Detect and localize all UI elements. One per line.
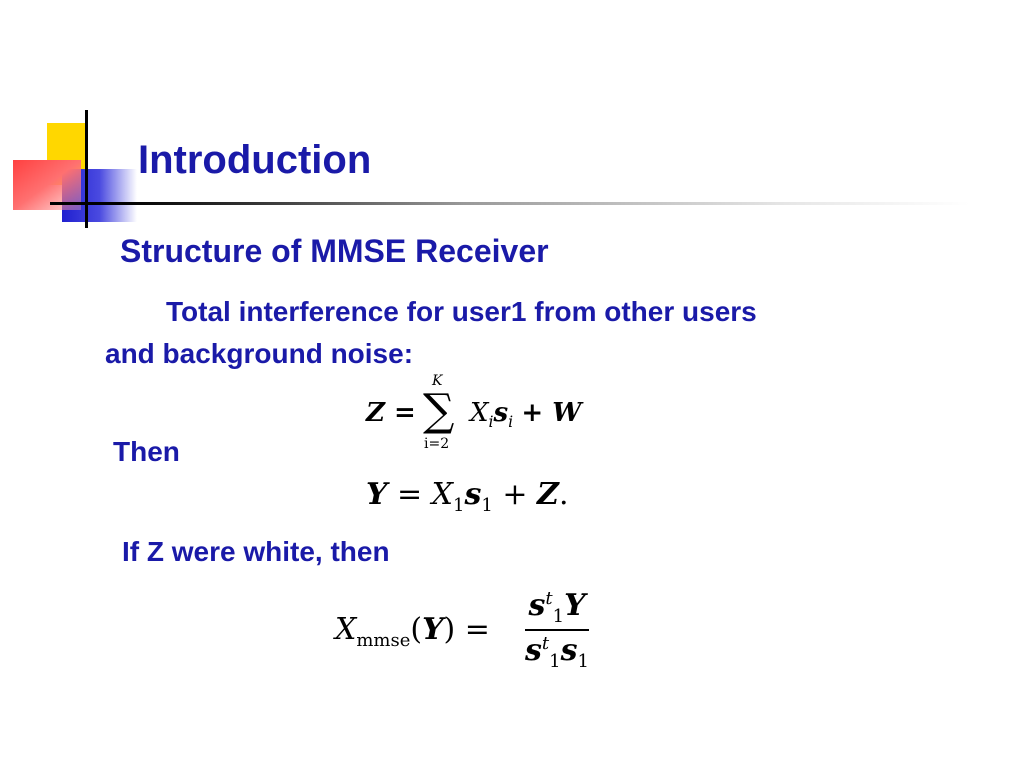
eq1-plus-w: + W <box>521 398 582 428</box>
eq2-s: s <box>464 477 482 512</box>
eq3-fraction <box>525 588 589 672</box>
eq1-s: s <box>493 398 509 428</box>
eq3-den-s2: s <box>560 633 578 668</box>
eq1-lhs: Z = <box>366 398 416 428</box>
eq3-x-sub: mmse <box>356 630 411 651</box>
eq3-lhs: $X_{mmse}(Y)$ = <box>335 612 490 651</box>
eq3-y: Y <box>422 612 444 647</box>
eq1-s-sub: i <box>508 413 514 432</box>
eq1-x-sub: i <box>488 413 494 432</box>
vertical-line-decoration <box>85 110 88 228</box>
fraction-bar <box>525 629 589 631</box>
slide-subtitle: Structure of MMSE Receiver <box>120 233 549 269</box>
eq1-x: X <box>470 398 489 428</box>
eq3-num-sup: t <box>545 588 553 609</box>
eq3-numerator <box>525 588 589 627</box>
eq2-equals: = <box>396 477 423 512</box>
eq3-x: X <box>335 612 357 647</box>
eq3-den-sub2: 1 <box>577 651 589 672</box>
eq2-y: Y <box>366 477 388 512</box>
eq1-sum-upper: K <box>432 373 443 389</box>
eq3-den-sub1: 1 <box>549 651 561 672</box>
eq3-num-s: s <box>528 588 546 623</box>
eq3-equals: = <box>464 612 490 647</box>
eq1-sum-lower: i=2 <box>424 436 450 452</box>
text-if-white: If Z were white, then <box>122 536 390 567</box>
equation-interference <box>366 372 586 456</box>
slide-title: Introduction <box>138 138 372 182</box>
eq2-period: . <box>558 477 569 512</box>
text-then: Then <box>113 436 180 467</box>
eq2-plus: + <box>502 477 528 512</box>
title-underline <box>50 202 970 205</box>
eq3-num-sub: 1 <box>552 606 565 627</box>
equation-received-signal <box>366 477 569 516</box>
eq2-x-sub: 1 <box>453 495 465 516</box>
eq3-den-s1: s <box>525 633 542 668</box>
summation-icon: ∑ <box>423 385 455 436</box>
equation-mmse-estimate <box>335 588 595 680</box>
eq2-x: X <box>431 477 454 512</box>
eq3-denominator <box>525 633 589 672</box>
eq2-z: Z <box>537 477 559 512</box>
eq1-rhs <box>470 398 581 431</box>
eq2-s-sub: 1 <box>481 495 493 516</box>
eq3-num-y: Y <box>564 588 586 623</box>
eq3-den-sup: t <box>541 633 550 654</box>
text-line-1: Total interference for user1 from other users <box>166 296 757 327</box>
text-line-2: and background noise: <box>105 338 414 369</box>
